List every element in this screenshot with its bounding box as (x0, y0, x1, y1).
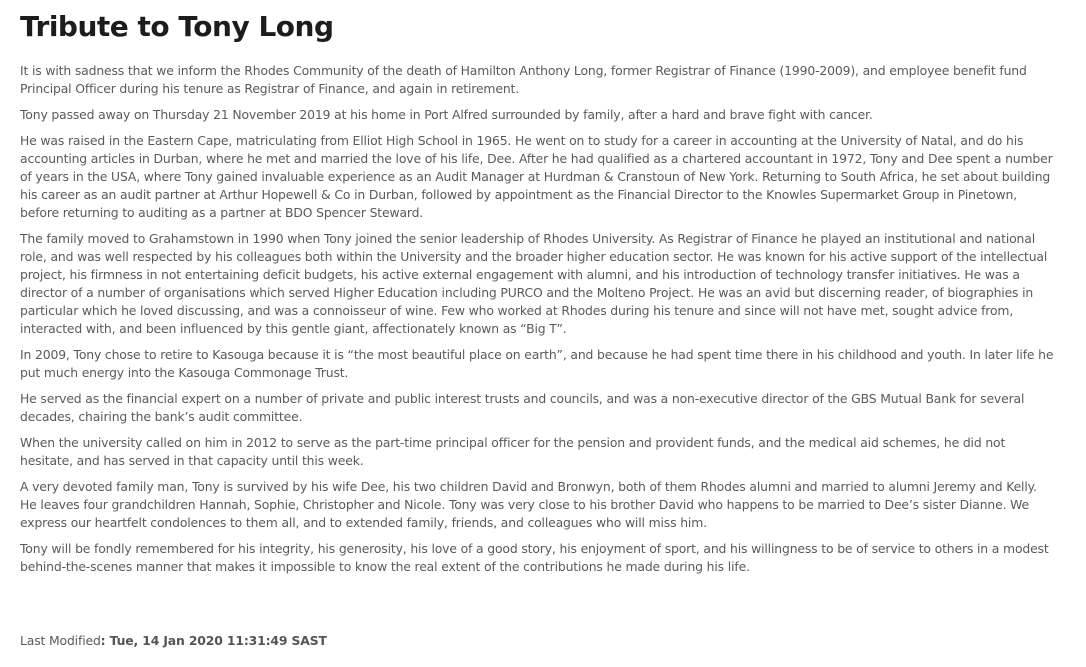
paragraph-retirement: In 2009, Tony chose to retire to Kasouga because it is “the most beautiful place on earth”, and because he had spent time there in his childhood and youth. In later life he put much energy into the Kasouga Commonage Trust. (20, 347, 1054, 380)
paragraph-trusts: He served as the financial expert on a number of private and public interest trusts and councils, and was a non-executive director of the GBS Mutual Bank for several decades, chairing the bank’s audit committee. (20, 391, 1025, 424)
paragraph-remembrance: Tony will be fondly remembered for his integrity, his generosity, his love of a good story, his enjoyment of sport, and his willingness to be of service to others in a modest behind-the-scenes manner that makes it impossible to know the real extent of the contributions he made during his life. (20, 541, 1049, 574)
page-title: Tribute to Tony Long (20, 10, 334, 43)
paragraph-rhodes-career: The family moved to Grahamstown in 1990 when Tony joined the senior leadership of Rhodes University. As Registrar of Finance he played an institutional and national role, and was well respected by his colleagues both within the University and the broader higher education sector. He was known for his active support of the intellectual project, his firmness in not entertaining deficit budgets, his active external engagement with alumni, and his introduction of technology transfer initiatives. He was a director of a number of organisations which served Higher Education including PURCO and the Molteno Project. He was an avid but discerning reader, of biographies in particular which he loved discussing, and was a connoisseur of wine. Few who worked at Rhodes during his tenure and since will not have met, sought advice from, interacted with, and been influenced by this gentle giant, affectionately known as “Big T”. (20, 231, 1048, 336)
paragraph-passing: Tony passed away on Thursday 21 November 2019 at his home in Port Alfred surrounded by family, after a hard and brave fight with cancer. (20, 107, 873, 122)
paragraph-principal-officer: When the university called on him in 2012 to serve as the part-time principal officer for the pension and provident funds, and the medical aid schemes, he did not hesitate, and has served in that capacity until this week. (20, 435, 1006, 468)
article-body (20, 62, 1056, 576)
last-modified-value: : Tue, 14 Jan 2020 11:31:49 SAST (100, 633, 327, 648)
paragraph-early-career: He was raised in the Eastern Cape, matriculating from Elliot High School in 1965. He went on to study for a career in accounting at the University of Natal, and do his accounting articles in Durban, where he met and married the love of his life, Dee. After he had qualified as a chartered accountant in 1972, Tony and Dee spent a number of years in the USA, where Tony gained invaluable experience as an Audit Manager at Hurdman & Cranstoun of New York. Returning to South Africa, he set about building his career as an audit partner at Arthur Hopewell & Co in Durban, followed by appointment as the Financial Director to the Knowles Supermarket Group in Pinetown, before returning to auditing as a partner at BDO Spencer Steward. (20, 133, 1053, 220)
paragraph-family: A very devoted family man, Tony is survived by his wife Dee, his two children David and Bronwyn, both of them Rhodes alumni and married to alumni Jeremy and Kelly. He leaves four grandchildren Hannah, Sophie, Christopher and Nicole. Tony was very close to his brother David who happens to be married to Dee’s sister Dianne. We express our heartfelt condolences to them all, and to extended family, friends, and colleagues who will miss him. (20, 479, 1037, 530)
last-modified (20, 632, 327, 650)
last-modified-label: Last Modified (20, 633, 101, 648)
paragraph-intro: It is with sadness that we inform the Rhodes Community of the death of Hamilton Anthony Long, former Registrar of Finance (1990-2009), and employee benefit fund Principal Officer during his tenure as Registrar of Finance, and again in retirement. (20, 63, 1027, 96)
